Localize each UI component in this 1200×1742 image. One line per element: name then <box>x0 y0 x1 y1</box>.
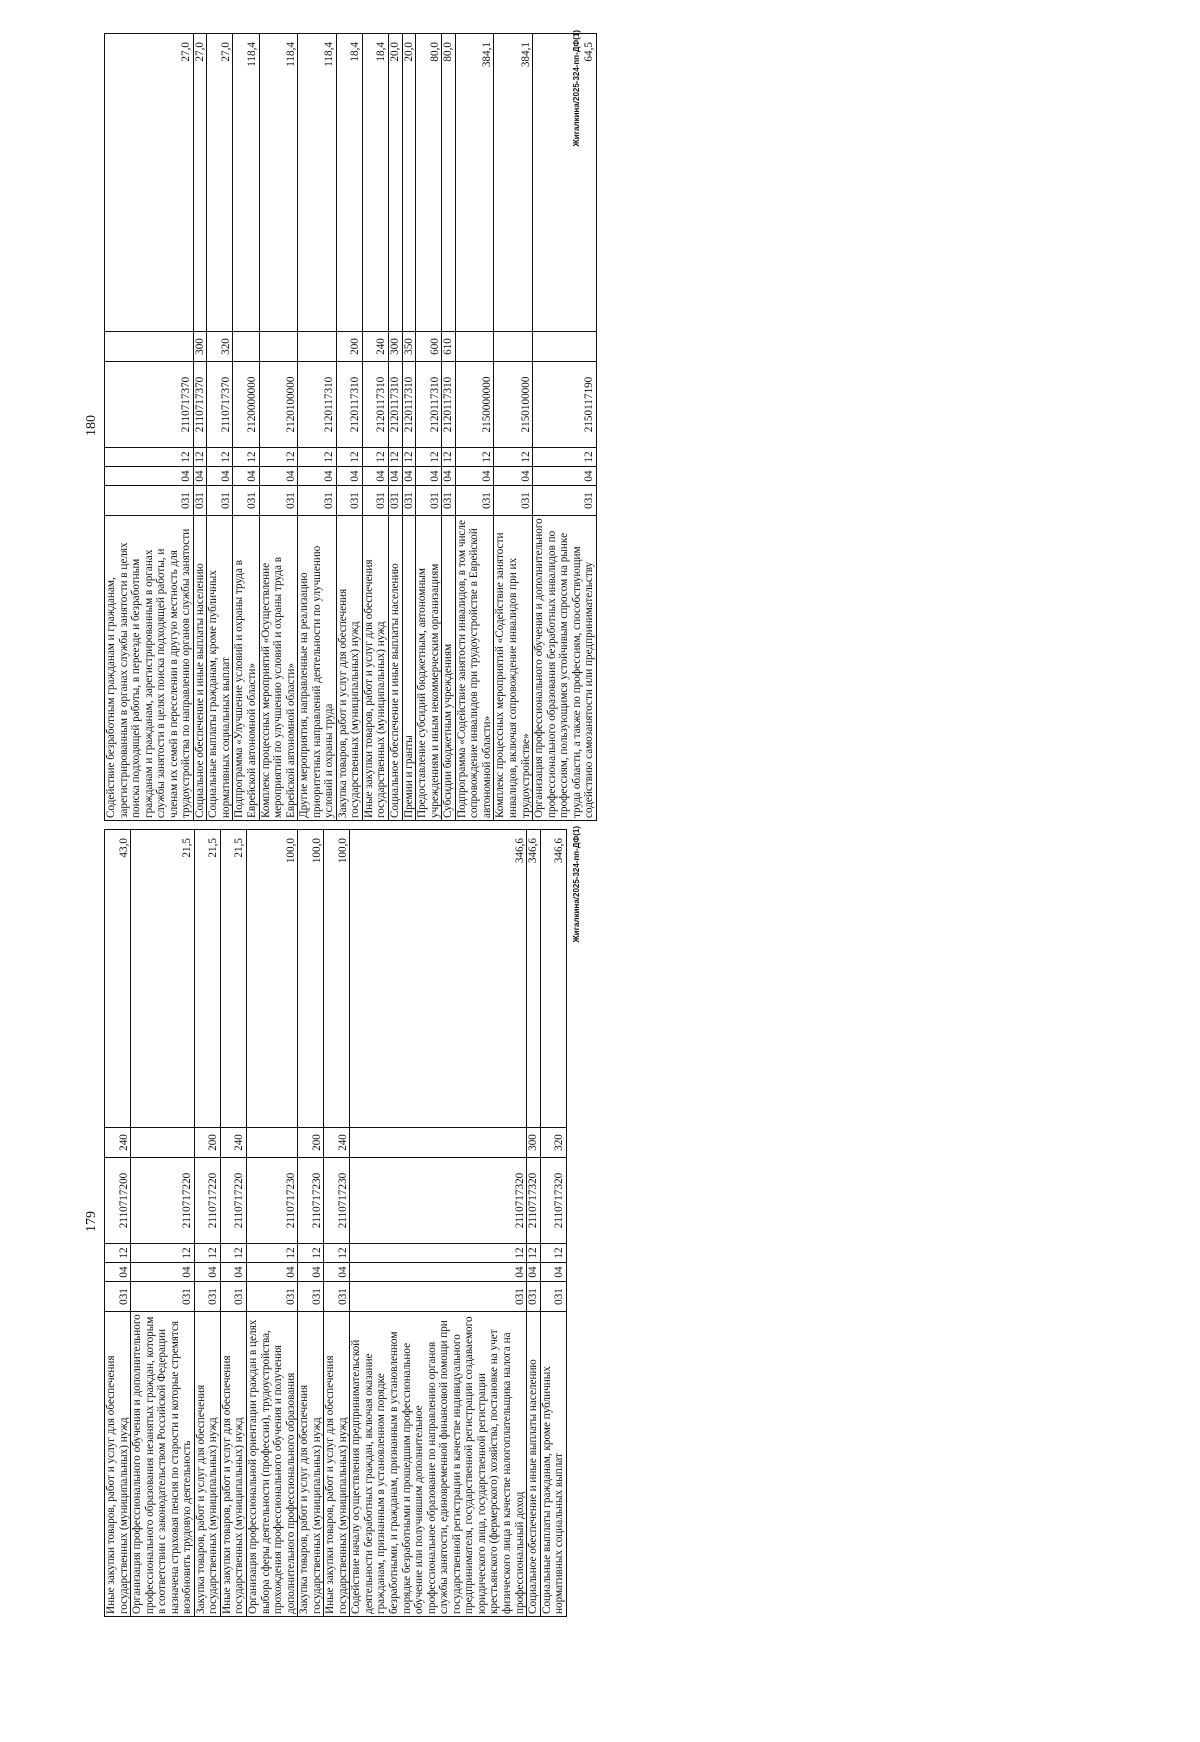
cell-expense-type: 240 <box>362 332 388 362</box>
cell-name: Закупка товаров, работ и услуг для обеспечения государственных (муниципальных) нужд <box>298 1312 324 1617</box>
cell-subsection: 12 <box>259 448 298 467</box>
cell-amount: 21,5 <box>194 830 220 1128</box>
cell-amount: 118,4 <box>259 34 298 332</box>
cell-name: Социальное обеспечение и иные выплаты населению <box>193 516 207 821</box>
table-row <box>533 34 597 821</box>
cell-expense-type: 200 <box>336 332 362 362</box>
cell-subsection: 12 <box>442 448 456 467</box>
cell-subsection: 12 <box>540 1244 566 1263</box>
cell-amount: 64,5 <box>533 34 597 332</box>
cell-section: 04 <box>220 1263 246 1282</box>
cell-name: Комплекс процессных мероприятий «Осуществление мероприятий по улучшению условий и охраны труда в Еврейской автономной области» <box>259 516 298 821</box>
cell-section: 04 <box>533 467 597 486</box>
cell-ministry: 031 <box>247 1282 298 1312</box>
cell-section: 04 <box>259 467 298 486</box>
cell-amount: 21,5 <box>220 830 246 1128</box>
cell-expense-type <box>247 1128 298 1158</box>
page-179-rotated <box>82 826 587 1617</box>
cell-expense-type <box>494 332 533 362</box>
cell-amount: 20,0 <box>402 34 416 332</box>
cell-amount: 100,0 <box>298 830 324 1128</box>
cell-ministry: 031 <box>220 1282 246 1312</box>
cell-name: Социальные выплаты гражданам, кроме публичных нормативных социальных выплат <box>207 516 233 821</box>
cell-target-article: 2110717320 <box>350 1158 527 1244</box>
cell-name: Содействие безработным гражданам и гражданам, зарегистрированным в органах службы занятости в целях поиска подходящей работы, в переезде и безработным гражданам и гражданам, зарегистрированным в органах службы занятости в целях поиска подходящей работы, и членам их семей в переселении в другую местность для трудоустройства по направлению органов службы занятости <box>105 516 194 821</box>
table-row <box>233 34 259 821</box>
cell-name: Подпрограмма «Улучшение условий и охраны труда в Еврейской автономной области» <box>233 516 259 821</box>
table-row <box>402 34 416 821</box>
cell-section: 04 <box>324 1263 350 1282</box>
cell-ministry: 031 <box>455 486 494 516</box>
cell-section: 04 <box>416 467 442 486</box>
cell-ministry: 031 <box>533 486 597 516</box>
table-row <box>350 830 527 1617</box>
cell-ministry: 031 <box>350 1282 527 1312</box>
cell-target-article: 2120117310 <box>389 362 403 448</box>
cell-section: 04 <box>494 467 533 486</box>
cell-target-article: 2110717230 <box>298 1158 324 1244</box>
cell-name: Социальное обеспечение и иные выплаты населению <box>527 1312 541 1617</box>
cell-amount: 118,4 <box>298 34 337 332</box>
cell-name: Комплекс процессных мероприятий «Содействие занятости инвалидов, включая сопровождение инвалидов при их трудоустройстве» <box>494 516 533 821</box>
cell-subsection: 12 <box>336 448 362 467</box>
cell-expense-type: 600 <box>416 332 442 362</box>
cell-section: 04 <box>389 467 403 486</box>
cell-section: 04 <box>336 467 362 486</box>
cell-amount: 27,0 <box>207 34 233 332</box>
cell-section: 04 <box>131 1263 195 1282</box>
cell-ministry: 031 <box>527 1282 541 1312</box>
cell-ministry: 031 <box>362 486 388 516</box>
cell-name: Социальные выплаты гражданам, кроме публичных нормативных социальных выплат <box>540 1312 566 1617</box>
cell-section: 04 <box>207 467 233 486</box>
cell-target-article: 2120117310 <box>298 362 337 448</box>
cell-ministry: 031 <box>131 1282 195 1312</box>
cell-amount: 20,0 <box>389 34 403 332</box>
cell-expense-type: 320 <box>540 1128 566 1158</box>
page-180-rotated <box>82 30 596 821</box>
table-row <box>194 830 220 1617</box>
cell-amount: 384,1 <box>494 34 533 332</box>
cell-ministry: 031 <box>389 486 403 516</box>
cell-ministry: 031 <box>402 486 416 516</box>
cell-subsection: 12 <box>233 448 259 467</box>
cell-amount: 80,0 <box>442 34 456 332</box>
table-row <box>193 34 207 821</box>
cell-expense-type: 320 <box>207 332 233 362</box>
cell-target-article: 2110717370 <box>105 362 194 448</box>
cell-target-article: 2120117310 <box>362 362 388 448</box>
cell-subsection: 12 <box>193 448 207 467</box>
table-body <box>105 830 567 1617</box>
cell-expense-type: 240 <box>105 1128 131 1158</box>
table-row <box>455 34 494 821</box>
table-row <box>494 34 533 821</box>
cell-subsection: 12 <box>298 1244 324 1263</box>
cell-ministry: 031 <box>416 486 442 516</box>
cell-target-article: 2110717320 <box>527 1158 541 1244</box>
cell-expense-type: 610 <box>442 332 456 362</box>
table-row <box>416 34 442 821</box>
table-row <box>540 830 566 1617</box>
cell-ministry: 031 <box>540 1282 566 1312</box>
cell-target-article: 2110717200 <box>105 1158 131 1244</box>
cell-ministry: 031 <box>298 1282 324 1312</box>
cell-section: 04 <box>527 1263 541 1282</box>
cell-ministry: 031 <box>233 486 259 516</box>
cell-section: 04 <box>442 467 456 486</box>
cell-expense-type <box>131 1128 195 1158</box>
cell-target-article: 2150117190 <box>533 362 597 448</box>
cell-ministry: 031 <box>442 486 456 516</box>
cell-section: 04 <box>193 467 207 486</box>
cell-section: 04 <box>105 467 194 486</box>
table-row <box>247 830 298 1617</box>
cell-subsection: 12 <box>350 1244 527 1263</box>
cell-target-article: 2110717230 <box>247 1158 298 1244</box>
cell-expense-type: 300 <box>193 332 207 362</box>
cell-amount: 18,4 <box>362 34 388 332</box>
page-179 <box>82 826 873 1614</box>
cell-subsection: 12 <box>494 448 533 467</box>
cell-ministry: 031 <box>324 1282 350 1312</box>
table-row <box>442 34 456 821</box>
cell-expense-type: 240 <box>220 1128 246 1158</box>
cell-subsection: 12 <box>220 1244 246 1263</box>
cell-subsection: 12 <box>131 1244 195 1263</box>
cell-section: 04 <box>233 467 259 486</box>
cell-target-article: 2120100000 <box>259 362 298 448</box>
cell-expense-type <box>259 332 298 362</box>
cell-target-article: 2110717370 <box>207 362 233 448</box>
cell-amount: 346,6 <box>350 830 527 1128</box>
cell-section: 04 <box>402 467 416 486</box>
cell-expense-type: 350 <box>402 332 416 362</box>
cell-subsection: 12 <box>416 448 442 467</box>
cell-section: 04 <box>247 1263 298 1282</box>
cell-amount: 100,0 <box>324 830 350 1128</box>
table-row <box>131 830 195 1617</box>
cell-target-article: 2110717320 <box>540 1158 566 1244</box>
cell-subsection: 12 <box>105 1244 131 1263</box>
cell-subsection: 12 <box>402 448 416 467</box>
cell-section: 04 <box>350 1263 527 1282</box>
cell-subsection: 12 <box>527 1244 541 1263</box>
page-number: 179 <box>84 1211 99 1232</box>
cell-subsection: 12 <box>207 448 233 467</box>
table-row <box>362 34 388 821</box>
cell-target-article: 2120000000 <box>233 362 259 448</box>
cell-name: Закупка товаров, работ и услуг для обеспечения государственных (муниципальных) нужд <box>194 1312 220 1617</box>
cell-amount: 27,0 <box>105 34 194 332</box>
cell-section: 04 <box>455 467 494 486</box>
cell-expense-type <box>233 332 259 362</box>
table-row <box>298 830 324 1617</box>
cell-subsection: 12 <box>247 1244 298 1263</box>
cell-amount: 27,0 <box>193 34 207 332</box>
cell-ministry: 031 <box>336 486 362 516</box>
cell-expense-type: 200 <box>298 1128 324 1158</box>
cell-expense-type: 200 <box>194 1128 220 1158</box>
budget-table <box>104 33 597 821</box>
cell-section: 04 <box>540 1263 566 1282</box>
table-row <box>220 830 246 1617</box>
cell-subsection: 12 <box>455 448 494 467</box>
table-row <box>259 34 298 821</box>
cell-ministry: 031 <box>194 1282 220 1312</box>
cell-amount: 18,4 <box>336 34 362 332</box>
table-row <box>324 830 350 1617</box>
cell-ministry: 031 <box>494 486 533 516</box>
cell-subsection: 12 <box>533 448 597 467</box>
cell-expense-type: 300 <box>389 332 403 362</box>
cell-name: Иные закупки товаров, работ и услуг для обеспечения государственных (муниципальных) нужд <box>324 1312 350 1617</box>
cell-name: Организация профессионального обучения и дополнительного профессионального образования незанятых граждан, которым в соответствии с законодательством Российской Федерации назначена страховая пенсия по старости и которые стремятся возобновить трудовую деятельность <box>131 1312 195 1617</box>
cell-amount: 21,5 <box>131 830 195 1128</box>
table-row <box>207 34 233 821</box>
cell-subsection: 12 <box>298 448 337 467</box>
cell-target-article: 2120117310 <box>442 362 456 448</box>
cell-name: Организация профессиональной ориентации граждан в целях выбора сферы деятельности (профессии), трудоустройства, прохождения профессионального обучения и получения дополнительного профессионального образования <box>247 1312 298 1617</box>
cell-subsection: 12 <box>324 1244 350 1263</box>
cell-name: Премии и гранты <box>402 516 416 821</box>
cell-expense-type <box>350 1128 527 1158</box>
page-180 <box>82 30 873 818</box>
document-footer: Жигалкина/2025-324-пп-ДФ(1) <box>572 826 581 943</box>
table-row <box>389 34 403 821</box>
cell-amount: 346,6 <box>540 830 566 1128</box>
cell-name: Иные закупки товаров, работ и услуг для обеспечения государственных (муниципальных) нужд <box>105 1312 131 1617</box>
cell-ministry: 031 <box>193 486 207 516</box>
cell-expense-type <box>105 332 194 362</box>
cell-target-article: 2150100000 <box>494 362 533 448</box>
cell-section: 04 <box>194 1263 220 1282</box>
cell-section: 04 <box>298 467 337 486</box>
cell-amount: 118,4 <box>233 34 259 332</box>
table-body <box>105 34 597 821</box>
cell-ministry: 031 <box>105 486 194 516</box>
table-row <box>105 34 194 821</box>
cell-name: Социальное обеспечение и иные выплаты населению <box>389 516 403 821</box>
cell-amount: 80,0 <box>416 34 442 332</box>
budget-table <box>104 829 567 1617</box>
cell-name: Другие мероприятия, направленные на реализацию приоритетных направлений деятельности по улучшению условий и охраны труда <box>298 516 337 821</box>
cell-target-article: 2120117310 <box>402 362 416 448</box>
cell-expense-type: 300 <box>527 1128 541 1158</box>
cell-expense-type <box>455 332 494 362</box>
cell-expense-type <box>533 332 597 362</box>
cell-target-article: 2110717220 <box>194 1158 220 1244</box>
cell-ministry: 031 <box>298 486 337 516</box>
cell-section: 04 <box>105 1263 131 1282</box>
document-footer: Жигалкина/2025-324-пп-ДФ(1) <box>572 30 581 147</box>
cell-name: Организация профессионального обучения и дополнительного профессионального образования безработных инвалидов по профессиям, пользующимся устойчивым спросом на рынке труда области, а также по профессиям, способствующим содействию самозанятости или предпринимательству <box>533 516 597 821</box>
cell-name: Иные закупки товаров, работ и услуг для обеспечения государственных (муниципальных) нужд <box>220 1312 246 1617</box>
table-row <box>336 34 362 821</box>
table-row <box>105 830 131 1617</box>
cell-subsection: 12 <box>194 1244 220 1263</box>
cell-subsection: 12 <box>362 448 388 467</box>
cell-target-article: 2110717220 <box>131 1158 195 1244</box>
cell-name: Субсидии бюджетным учреждениям <box>442 516 456 821</box>
cell-name: Закупка товаров, работ и услуг для обеспечения государственных (муниципальных) нужд <box>336 516 362 821</box>
cell-section: 04 <box>298 1263 324 1282</box>
cell-amount: 43,0 <box>105 830 131 1128</box>
cell-subsection: 12 <box>105 448 194 467</box>
cell-ministry: 031 <box>105 1282 131 1312</box>
table-row <box>298 34 337 821</box>
cell-amount: 100,0 <box>247 830 298 1128</box>
cell-name: Иные закупки товаров, работ и услуг для обеспечения государственных (муниципальных) нужд <box>362 516 388 821</box>
cell-target-article: 2110717230 <box>324 1158 350 1244</box>
cell-expense-type <box>298 332 337 362</box>
cell-amount: 346,6 <box>527 830 541 1128</box>
cell-section: 04 <box>362 467 388 486</box>
cell-subsection: 12 <box>389 448 403 467</box>
page-number: 180 <box>84 415 99 436</box>
cell-ministry: 031 <box>207 486 233 516</box>
cell-name: Содействие началу осуществления предпринимательской деятельности безработных граждан, включая оказание гражданам, признанным в установленном порядке безработными, и гражданам, признанным в установленном порядке безработными и прошедшим профессиональное обучение или получившим дополнительное профессиональное образование по направлению органов службы занятости, единовременной финансовой помощи при государственной регистрации в качестве индивидуального предпринимателя, государственной регистрации создаваемого юридического лица, государственной регистрации крестьянского (фермерского) хозяйства, постановке на учет физического лица в качестве налогоплательщика налога на профессиональный доход <box>350 1312 527 1617</box>
cell-target-article: 2120117310 <box>416 362 442 448</box>
cell-ministry: 031 <box>259 486 298 516</box>
cell-name: Подпрограмма «Содействие занятости инвалидов, в том числе сопровождение инвалидов при трудоустройстве в Еврейской автономной области» <box>455 516 494 821</box>
cell-target-article: 2120117310 <box>336 362 362 448</box>
cell-name: Предоставление субсидий бюджетным, автономным учреждениям и иным некоммерческим организациям <box>416 516 442 821</box>
cell-expense-type: 240 <box>324 1128 350 1158</box>
cell-target-article: 2110717220 <box>220 1158 246 1244</box>
cell-target-article: 2150000000 <box>455 362 494 448</box>
table-row <box>527 830 541 1617</box>
cell-target-article: 2110717370 <box>193 362 207 448</box>
cell-amount: 384,1 <box>455 34 494 332</box>
